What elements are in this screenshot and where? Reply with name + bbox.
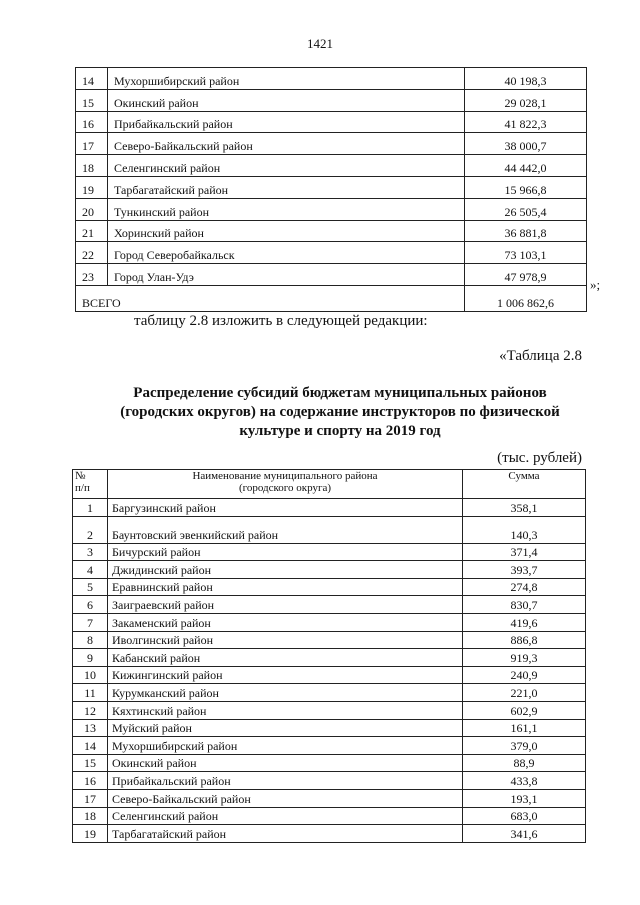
amount-value: 683,0 — [463, 807, 586, 825]
district-name: Прибайкальский район — [108, 111, 465, 133]
table-body — [76, 68, 587, 286]
district-name: Селенгинский район — [108, 155, 465, 177]
district-name: Муйский район — [108, 719, 463, 737]
table-row — [73, 499, 586, 517]
row-number: 22 — [76, 242, 108, 264]
title-line: культуре и спорту на 2019 год — [239, 423, 441, 439]
row-number: 15 — [76, 89, 108, 111]
district-amounts-table-continued — [75, 67, 587, 312]
district-name: Тункинский район — [108, 198, 465, 220]
row-number: 16 — [73, 772, 108, 790]
amount-value: 393,7 — [463, 561, 586, 579]
header-name-line1: Наименование муниципального района — [192, 470, 378, 482]
amount-value: 15 966,8 — [465, 176, 587, 198]
table-row — [76, 111, 587, 133]
header-number-line1: № — [75, 470, 86, 482]
amount-value: 29 028,1 — [465, 89, 587, 111]
row-number: 23 — [76, 264, 108, 286]
amount-value: 26 505,4 — [465, 198, 587, 220]
title-line: Распределение субсидий бюджетам муниципальных районов — [133, 385, 547, 401]
amount-value: 161,1 — [463, 719, 586, 737]
table-row — [73, 649, 586, 667]
total-value: 1 006 862,6 — [465, 285, 587, 311]
table-row — [73, 701, 586, 719]
table-row — [73, 684, 586, 702]
title-line: (городских округов) на содержание инструкторов по физической — [120, 404, 560, 420]
amount-value: 47 978,9 — [465, 264, 587, 286]
row-number: 8 — [73, 631, 108, 649]
row-number: 5 — [73, 578, 108, 596]
table-row — [73, 754, 586, 772]
district-name: Кижингинский район — [108, 666, 463, 684]
table-row — [73, 596, 586, 614]
row-number: 6 — [73, 596, 108, 614]
header-sum: Сумма — [463, 470, 586, 499]
district-name: Баргузинский район — [108, 499, 463, 517]
district-name: Бичурский район — [108, 543, 463, 561]
table-caption: «Таблица 2.8 — [499, 348, 582, 364]
total-label: ВСЕГО — [76, 285, 465, 311]
district-name: Окинский район — [108, 754, 463, 772]
table-row — [73, 737, 586, 755]
district-name: Кабанский район — [108, 649, 463, 667]
amount-value: 73 103,1 — [465, 242, 587, 264]
amount-value: 240,9 — [463, 666, 586, 684]
table-body — [73, 499, 586, 843]
amount-value: 358,1 — [463, 499, 586, 517]
district-name: Заиграевский район — [108, 596, 463, 614]
amount-value: 830,7 — [463, 596, 586, 614]
row-number: 3 — [73, 543, 108, 561]
row-number: 1 — [73, 499, 108, 517]
table-row — [76, 242, 587, 264]
amount-value: 602,9 — [463, 701, 586, 719]
amount-value: 41 822,3 — [465, 111, 587, 133]
row-number: 4 — [73, 561, 108, 579]
district-name: Кяхтинский район — [108, 701, 463, 719]
row-number: 10 — [73, 666, 108, 684]
row-number: 18 — [73, 807, 108, 825]
table-row — [76, 133, 587, 155]
district-name: Селенгинский район — [108, 807, 463, 825]
closing-quote-mark: »; — [590, 277, 601, 292]
district-name: Мухоршибирский район — [108, 737, 463, 755]
district-name: Баунтовский эвенкийский район — [108, 516, 463, 543]
amount-value: 36 881,8 — [465, 220, 587, 242]
units-label: (тыс. рублей) — [497, 450, 582, 466]
table-row — [73, 772, 586, 790]
row-number: 12 — [73, 701, 108, 719]
row-number: 2 — [73, 516, 108, 543]
table-row — [73, 578, 586, 596]
table-row — [76, 264, 587, 286]
header-name — [108, 470, 463, 499]
row-number: 13 — [73, 719, 108, 737]
table-title — [60, 384, 620, 441]
amount-value: 40 198,3 — [465, 68, 587, 90]
row-number: 14 — [73, 737, 108, 755]
table-row — [76, 155, 587, 177]
amount-value: 44 442,0 — [465, 155, 587, 177]
header-name-line2: (городского округа) — [238, 482, 332, 494]
table-row — [76, 176, 587, 198]
total-row — [76, 285, 587, 311]
table-row — [73, 631, 586, 649]
header-number-line2: п/п — [75, 482, 90, 494]
district-name: Северо-Байкальский район — [108, 133, 465, 155]
district-name: Джидинский район — [108, 561, 463, 579]
table-row — [73, 543, 586, 561]
table-row — [73, 561, 586, 579]
district-name: Тарбагатайский район — [108, 825, 463, 843]
district-name: Еравнинский район — [108, 578, 463, 596]
amount-value: 193,1 — [463, 789, 586, 807]
row-number: 18 — [76, 155, 108, 177]
table-row — [73, 807, 586, 825]
subsidy-distribution-table — [72, 469, 586, 843]
district-name: Город Северобайкальск — [108, 242, 465, 264]
district-name: Иволгинский район — [108, 631, 463, 649]
amount-value: 379,0 — [463, 737, 586, 755]
row-number: 16 — [76, 111, 108, 133]
district-name: Окинский район — [108, 89, 465, 111]
row-number: 14 — [76, 68, 108, 90]
amount-value: 140,3 — [463, 516, 586, 543]
amount-value: 419,6 — [463, 613, 586, 631]
row-number: 11 — [73, 684, 108, 702]
row-number: 19 — [73, 825, 108, 843]
table-row — [73, 719, 586, 737]
table-header — [73, 470, 586, 499]
table-row — [76, 220, 587, 242]
amount-value: 38 000,7 — [465, 133, 587, 155]
district-name: Закаменский район — [108, 613, 463, 631]
table-row — [76, 198, 587, 220]
district-name: Город Улан-Удэ — [108, 264, 465, 286]
table-row — [76, 89, 587, 111]
row-number: 17 — [76, 133, 108, 155]
amount-value: 274,8 — [463, 578, 586, 596]
amount-value: 886,8 — [463, 631, 586, 649]
intro-paragraph: таблицу 2.8 изложить в следующей редакции: — [134, 313, 428, 329]
table-row — [73, 516, 586, 543]
row-number: 7 — [73, 613, 108, 631]
district-name: Мухоршибирский район — [108, 68, 465, 90]
header-row — [73, 470, 586, 499]
row-number: 20 — [76, 198, 108, 220]
row-number: 21 — [76, 220, 108, 242]
district-name: Прибайкальский район — [108, 772, 463, 790]
table-row — [73, 789, 586, 807]
table-row — [73, 825, 586, 843]
amount-value: 371,4 — [463, 543, 586, 561]
amount-value: 433,8 — [463, 772, 586, 790]
row-number: 9 — [73, 649, 108, 667]
table-row — [76, 68, 587, 90]
amount-value: 919,3 — [463, 649, 586, 667]
row-number: 17 — [73, 789, 108, 807]
district-name: Хоринский район — [108, 220, 465, 242]
header-number — [73, 470, 108, 499]
table-row — [73, 666, 586, 684]
amount-value: 221,0 — [463, 684, 586, 702]
district-name: Тарбагатайский район — [108, 176, 465, 198]
district-name: Северо-Байкальский район — [108, 789, 463, 807]
page-number: 1421 — [307, 36, 333, 51]
amount-value: 341,6 — [463, 825, 586, 843]
row-number: 15 — [73, 754, 108, 772]
row-number: 19 — [76, 176, 108, 198]
amount-value: 88,9 — [463, 754, 586, 772]
table-row — [73, 613, 586, 631]
district-name: Курумканский район — [108, 684, 463, 702]
